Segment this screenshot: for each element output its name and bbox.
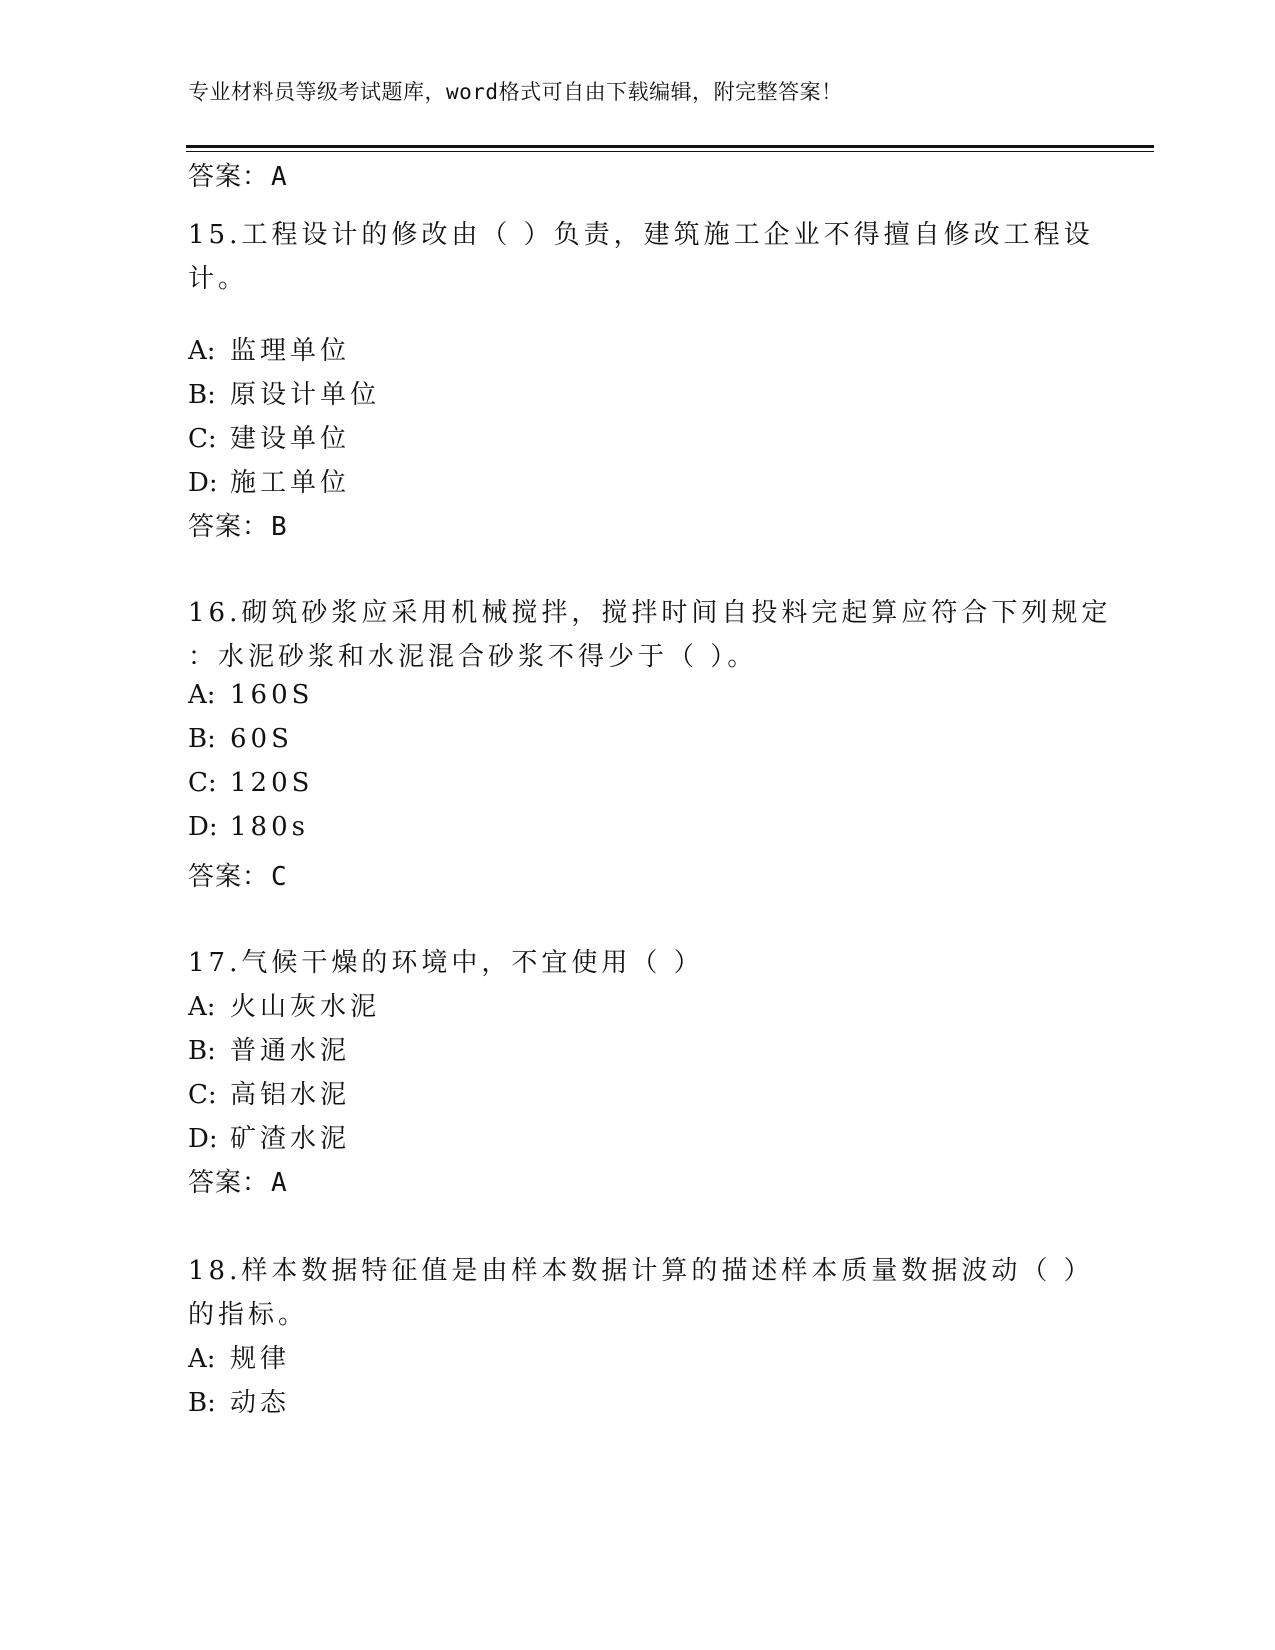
option-text: 施工单位 bbox=[230, 468, 351, 498]
answer-label: 答案： bbox=[188, 512, 270, 542]
option-d bbox=[188, 1118, 350, 1155]
question-15-line-2: 计。 bbox=[188, 264, 249, 294]
header-rule-thick bbox=[186, 145, 1154, 148]
option-a bbox=[188, 680, 313, 710]
option-b bbox=[188, 1030, 350, 1067]
option-c bbox=[188, 418, 350, 455]
answer-value: C bbox=[271, 862, 288, 892]
option-letter: B: bbox=[188, 1036, 216, 1066]
option-letter: A: bbox=[188, 1344, 216, 1374]
option-a bbox=[188, 1338, 290, 1375]
option-letter: B: bbox=[188, 380, 216, 410]
answer-line bbox=[188, 1162, 288, 1199]
option-b bbox=[188, 1382, 290, 1419]
option-d bbox=[188, 462, 350, 499]
option-text: 火山灰水泥 bbox=[230, 992, 381, 1022]
answer-label: 答案： bbox=[188, 862, 270, 892]
answer-label: 答案： bbox=[188, 162, 270, 192]
option-a bbox=[188, 330, 350, 367]
question-16-line-2: ：水泥砂浆和水泥混合砂浆不得少于（ ）。 bbox=[188, 642, 758, 672]
question-16-line-1: 16.砌筑砂浆应采用机械搅拌，搅拌时间自投料完起算应符合下列规定 bbox=[188, 598, 1112, 628]
question-15-line-1: 15.工程设计的修改由（ ）负责，建筑施工企业不得擅自修改工程设 bbox=[188, 220, 1094, 250]
option-text: 动态 bbox=[230, 1388, 291, 1418]
answer-value: A bbox=[271, 162, 288, 192]
question-17-line-1: 17.气候干燥的环境中，不宜使用（ ） bbox=[188, 948, 704, 978]
page-header: 专业材料员等级考试题库，word格式可自由下载编辑，附完整答案！ bbox=[188, 80, 843, 104]
option-letter: A: bbox=[188, 680, 216, 710]
option-text: 建设单位 bbox=[230, 424, 351, 454]
option-letter: D: bbox=[188, 468, 218, 498]
option-b bbox=[188, 724, 293, 754]
option-b bbox=[188, 374, 380, 411]
option-text: 监理单位 bbox=[230, 336, 351, 366]
question-18-line-1: 18.样本数据特征值是由样本数据计算的描述样本质量数据波动（ ） bbox=[188, 1256, 1094, 1286]
answer-line bbox=[188, 506, 288, 543]
answer-line bbox=[188, 856, 288, 893]
option-letter: B: bbox=[188, 724, 216, 754]
option-d bbox=[188, 812, 309, 842]
option-text: 180s bbox=[230, 812, 309, 842]
option-letter: A: bbox=[188, 336, 216, 366]
option-text: 60S bbox=[230, 724, 293, 754]
header-rule-thin bbox=[186, 151, 1154, 152]
option-text: 规律 bbox=[230, 1344, 291, 1374]
option-text: 120S bbox=[230, 768, 314, 798]
option-c bbox=[188, 1074, 350, 1111]
answer-line bbox=[188, 156, 288, 193]
option-letter: C: bbox=[188, 424, 217, 454]
question-18-line-2: 的指标。 bbox=[188, 1300, 309, 1330]
option-text: 高铝水泥 bbox=[230, 1080, 351, 1110]
option-text: 原设计单位 bbox=[230, 380, 381, 410]
option-letter: D: bbox=[188, 812, 218, 842]
option-text: 160S bbox=[230, 680, 314, 710]
answer-value: B bbox=[271, 512, 288, 542]
option-letter: D: bbox=[188, 1124, 218, 1154]
option-text: 矿渣水泥 bbox=[230, 1124, 351, 1154]
answer-label: 答案： bbox=[188, 1168, 270, 1198]
option-letter: A: bbox=[188, 992, 216, 1022]
option-letter: C: bbox=[188, 768, 217, 798]
answer-value: A bbox=[271, 1168, 288, 1198]
option-text: 普通水泥 bbox=[230, 1036, 351, 1066]
option-letter: C: bbox=[188, 1080, 217, 1110]
option-c bbox=[188, 768, 313, 798]
option-letter: B: bbox=[188, 1388, 216, 1418]
option-a bbox=[188, 986, 380, 1023]
